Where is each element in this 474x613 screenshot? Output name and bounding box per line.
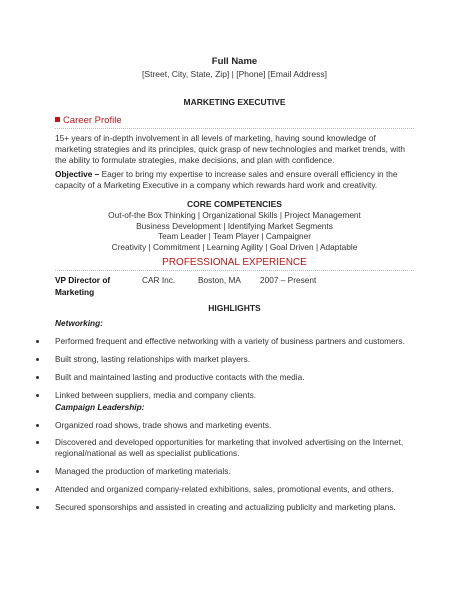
list-item-text: Organized road shows, trade shows and marketing events. [55, 419, 272, 430]
bullet-icon [36, 340, 39, 343]
networking-list [55, 336, 414, 400]
list-item [55, 466, 414, 477]
bullet-icon [36, 488, 39, 491]
objective-paragraph [55, 169, 414, 191]
list-item [55, 336, 414, 347]
list-item-text: Managed the production of marketing materials. [55, 465, 231, 476]
bullet-icon [36, 506, 39, 509]
career-profile-label: Career Profile [63, 115, 122, 126]
bullet-icon [36, 358, 39, 361]
campaign-list [55, 420, 414, 513]
career-profile-heading [55, 115, 414, 129]
core-competencies-heading: CORE COMPETENCIES [187, 198, 282, 209]
list-item-text: Built strong, lasting relationships with market players. [55, 354, 251, 365]
list-item [55, 437, 414, 459]
bullet-icon [36, 470, 39, 473]
list-item [55, 420, 414, 431]
square-bullet-icon [55, 117, 60, 122]
list-item-text: Discovered and developed opportunities for marketing that involved advertising on the Internet, regional/national as well as specialist publications. [55, 437, 404, 459]
competency-line: Business Development | Identifying Market Segments [136, 220, 333, 231]
list-item-text: Linked between suppliers, media and company clients. [55, 389, 257, 400]
competency-line: Out-of-the Box Thinking | Organizational Skills | Project Management [108, 209, 361, 220]
list-item-text: Attended and organized company-related exhibitions, sales, promotional events, and others. [55, 483, 394, 494]
job-dates: 2007 – Present [260, 275, 317, 286]
job-city: Boston, MA [198, 275, 241, 286]
bullet-icon [36, 394, 39, 397]
list-item-text: Secured sponsorships and assisted in creating and actualizing publicity and marketing plans. [55, 501, 396, 512]
networking-label: Networking: [55, 318, 103, 329]
campaign-leadership-label: Campaign Leadership: [55, 401, 145, 412]
professional-experience-heading: PROFESSIONAL EXPERIENCE [55, 257, 414, 271]
job-entry [55, 274, 414, 298]
bullet-icon [36, 376, 39, 379]
list-item [55, 502, 414, 513]
full-name: Full Name [211, 56, 258, 67]
highlights-heading: HIGHLIGHTS [208, 303, 261, 314]
list-item [55, 484, 414, 495]
bullet-icon [36, 441, 39, 444]
objective-label: Objective – [55, 169, 100, 180]
objective-text: Eager to bring my expertise to increase sales and ensure overall efficiency in the capacity of a Marketing Executive in a company which rewards hard work and creativity. [55, 169, 398, 191]
list-item [55, 372, 414, 383]
job-company: CAR Inc. [142, 275, 176, 286]
list-item-text: Built and maintained lasting and productive contacts with the media. [55, 371, 305, 382]
job-title: MARKETING EXECUTIVE [183, 97, 286, 107]
contact-line: [Street, City, State, Zip] | [Phone] [Email Address] [142, 69, 327, 79]
list-item-text: Performed frequent and effective networking with a variety of business partners and customers. [55, 336, 405, 347]
job-role: VP Director of Marketing [55, 275, 111, 298]
competency-line: Team Leader | Team Player | Campaigner [157, 231, 312, 242]
list-item [55, 390, 414, 401]
profile-summary: 15+ years of in-depth involvement in all levels of marketing, having sound knowledge of marketing strategies and its principles, quick grasp of new technologies and market trends, with the ability to formulate strategies, make decisions, and plan with confidence. [55, 133, 406, 165]
competency-line: Creativity | Commitment | Learning Agility | Goal Driven | Adaptable [111, 241, 358, 252]
list-item [55, 354, 414, 365]
competencies-list [55, 210, 414, 252]
bullet-icon [36, 424, 39, 427]
